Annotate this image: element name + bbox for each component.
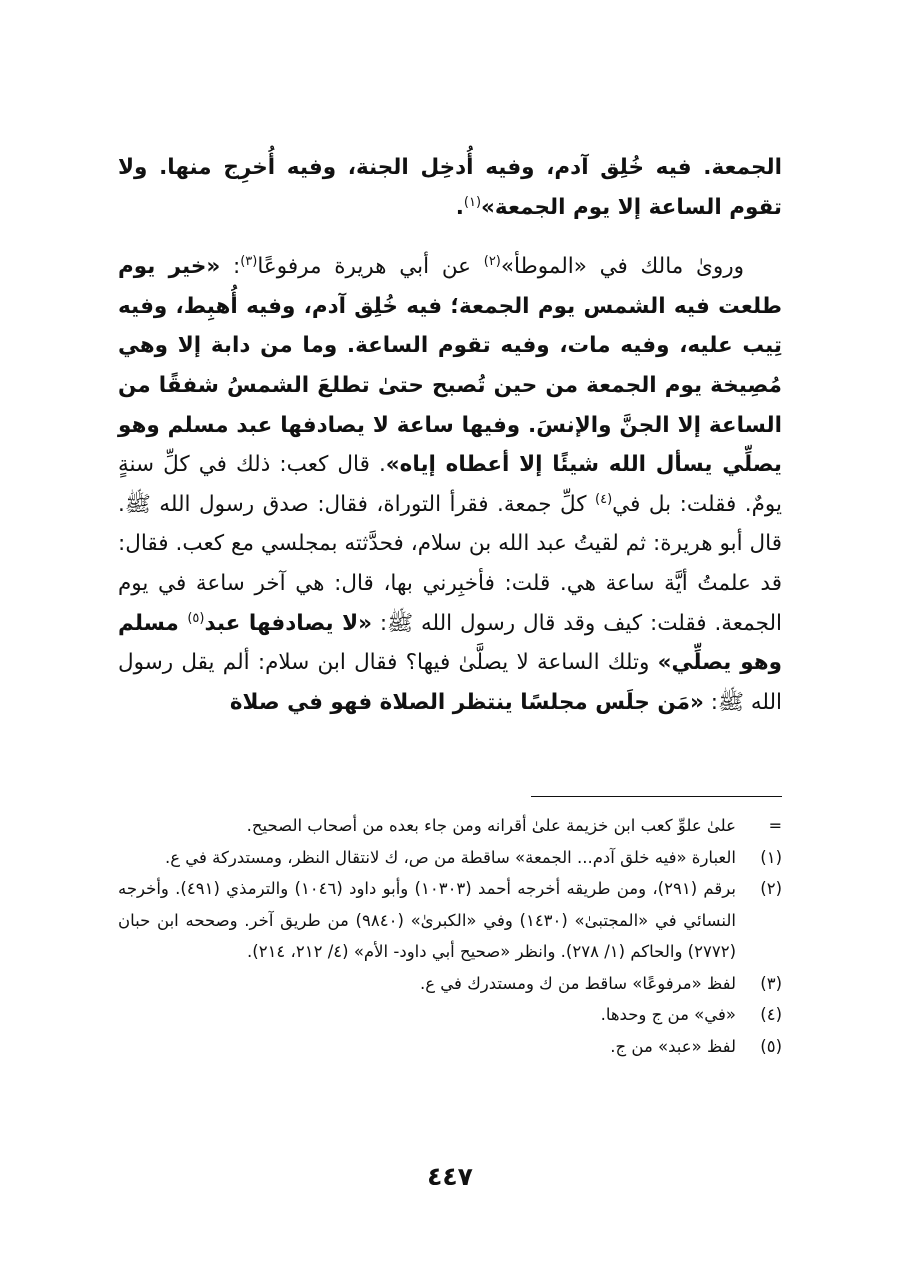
footnote-number: =: [768, 816, 782, 835]
paragraph-2-text-b: . قال كعب: ذلك في كلِّ سنةٍ يومٌ. فقلت: بل في: [118, 452, 782, 517]
footnote-ref-3[interactable]: (٣): [240, 254, 258, 270]
paragraph-2-text-c: كلِّ جمعة. فقرأ التوراة، فقال: صدق رسول الله ﷺ. قال أبو هريرة: ثم لقيتُ عبد الله بن سلام، فحدَّثته بمجلسي مع كعب. فقال: قد علمتُ أيَّة ساعة هي. قلت: فأخبِرني بها، قال: هي آخر ساعة في يوم الجمعة. فقلت: كيف وقد قال رسول الله ﷺ:: [118, 491, 783, 636]
hadith-quote-3: «مَن جلَس مجلسًا ينتظر الصلاة فهو في صلاة: [229, 689, 704, 715]
paragraph-1-end: .: [455, 194, 464, 220]
footnote-ref-2[interactable]: (٢): [483, 254, 501, 270]
footnote-number: (٢): [760, 879, 782, 898]
main-text-block: [118, 148, 782, 722]
footnote-number: (١): [760, 847, 782, 867]
paragraph-1: [118, 148, 782, 227]
hadith-quote-1: «خير يوم طلعت فيه الشمس يوم الجمعة؛ فيه خُلِق آدم، وفيه أُهبِط، وفيه تِيب عليه، وفيه مات، وفيه تقوم الساعة. وما من دابة إلا وهي مُصِيخة يوم الجمعة من حين تُصبح حتىٰ تطلعَ الشمسُ شفقًا من الساعة إلا الجنَّ والإنسَ. وفيها ساعة لا يصادفها عبد مسلم وهو يصلِّي يسأل الله شيئًا إلا أعطاه إياه»: [118, 254, 782, 478]
paragraph-1-text: الجمعة. فيه خُلِق آدم، وفيه أُدخِل الجنة، وفيه أُخرِج منها. ولا تقوم الساعة إلا يوم الجمعة»: [118, 155, 782, 220]
footnote-text: لفظ «مرفوعًا» ساقط من ك ومستدرك في ع.: [419, 973, 736, 993]
footnote-number: (٥): [760, 1036, 782, 1056]
footnote-text: لفظ «عبد» من ج.: [610, 1036, 736, 1056]
footnotes: [118, 810, 782, 1062]
footnote-5: [118, 1031, 782, 1063]
hadith-quote-2: «لا يصادفها عبد: [204, 610, 373, 636]
hadith-quote-2-end: مسلم وهو يصلِّي»: [118, 610, 782, 676]
paragraph-2-text-d: وتلك الساعة لا يصلَّىٰ فيها؟ فقال ابن سلام: ألم يقل رسول الله ﷺ:: [118, 650, 782, 715]
footnote-1: [118, 842, 782, 874]
page-number: ٤٤٧: [427, 1162, 473, 1191]
footnote-2: [118, 873, 782, 968]
footnote-ref-4[interactable]: (٤): [595, 491, 613, 507]
footnote-text: العبارة «فيه خلق آدم... الجمعة» ساقطة من ص، ك لانتقال النظر، ومستدركة في ع.: [164, 847, 736, 867]
paragraph-2-text-a: عن أبي هريرة مرفوعًا: [257, 254, 484, 280]
footnote-4: [118, 999, 782, 1031]
footnote-text: برقم (٢٩١)، ومن طريقه أخرجه أحمد (١٠٣٠٣) وأبو داود (١٠٤٦) والترمذي (٤٩١). وأخرجه النسائي في «المجتبىٰ» (١٤٣٠) وفي «الكبرىٰ» (٩٨٤٠) من طريق آخر. وصححه ابن حبان (٢٧٧٢) والحاكم (١/ ٢٧٨). وانظر «صحيح أبي داود- الأم» (٤/ ٢١٢، ٢١٤).: [118, 879, 736, 961]
footnote-text: «في» من ج وحدها.: [600, 1005, 736, 1024]
paragraph-2-intro: وروىٰ مالك في «الموطأ»: [500, 254, 744, 280]
footnote-number: (٣): [760, 973, 782, 993]
footnote-ref-5[interactable]: (٥): [187, 610, 205, 626]
footnote-continuation: [118, 810, 782, 842]
footnote-divider: [531, 796, 782, 797]
paragraph-2: [118, 247, 782, 722]
footnote-number: (٤): [760, 1005, 782, 1024]
footnote-text: علىٰ علوِّ كعب ابن خزيمة علىٰ أقرانه ومن جاء بعده من أصحاب الصحيح.: [246, 816, 736, 835]
paragraph-2-colon: :: [220, 254, 241, 280]
footnote-3: [118, 968, 782, 1000]
footnote-ref-1[interactable]: (١): [463, 194, 482, 210]
